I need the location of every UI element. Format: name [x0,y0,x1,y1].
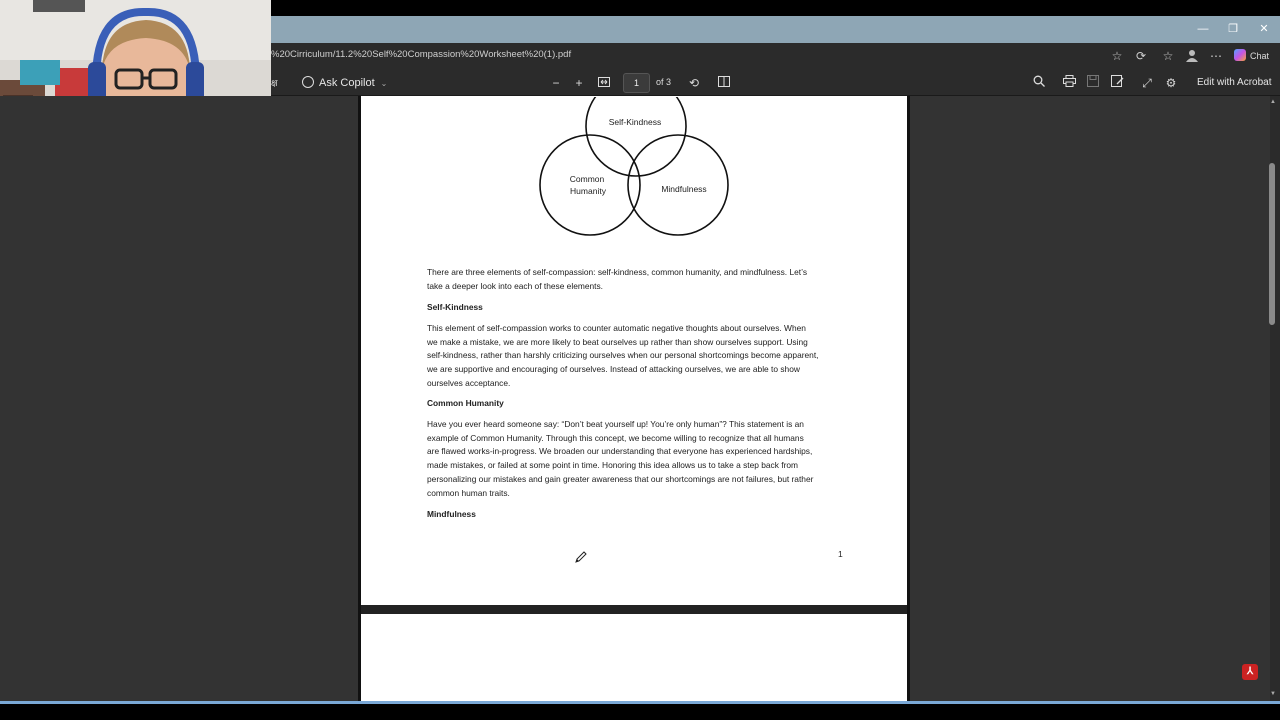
chat-label: Chat [1250,51,1270,61]
page-separator [361,605,907,614]
partial-toolbar-label[interactable]: क्ष [271,78,278,88]
chevron-down-icon: ⌄ [380,79,388,88]
scrollbar-thumb[interactable] [1269,163,1275,325]
favorite-star-icon[interactable]: ☆ [1111,49,1123,63]
text-line: we make a mistake, we are more likely to beat ourselves up rather than show ourselves support. Using [427,336,808,347]
zoom-out-icon[interactable]: − [552,76,560,90]
heading-self-kindness: Self-Kindness [427,302,483,312]
fit-to-page-icon[interactable] [595,74,613,92]
scroll-up-icon[interactable]: ▲ [1270,99,1276,105]
edit-with-acrobat-button[interactable]: Edit with Acrobat [1197,77,1272,88]
text-line: made mistakes, or failed at some point in time. Honoring this idea allows us to take a step back from [427,460,799,471]
close-icon[interactable]: ✕ [1259,23,1269,35]
venn-label-self-kindness: Self-Kindness [608,117,662,127]
copilot-logo-icon [1234,49,1246,61]
rotate-icon[interactable]: ⟲ [688,76,700,90]
restore-icon[interactable]: ❐ [1228,23,1238,35]
text-line: This element of self-compassion works to counter automatic negative thoughts about ourselves. When [427,323,806,333]
pencil-cursor-icon [574,550,588,564]
taskbar-accent-line [0,701,1280,704]
text-line: we are supportive and encouraging of ourselves. Instead of attacking ourselves, we are able to show [427,364,800,375]
fullscreen-icon[interactable]: ⤢ [1142,76,1152,90]
page-total-label: of 3 [656,77,672,87]
settings-gear-icon[interactable]: ⚙ [1165,76,1177,90]
more-options-icon[interactable]: ⋯ [1210,49,1222,63]
venn-label-common: Common [569,174,605,184]
ask-copilot-label: Ask Copilot [319,77,375,89]
text-line: take a deeper look into each of these elements. [427,280,603,291]
print-icon[interactable] [1060,74,1078,92]
pdf-toolbar [271,70,1280,96]
page-edge-right [907,96,910,704]
heading-mindfulness: Mindfulness [427,509,476,519]
intro-paragraph [427,266,807,293]
profile-avatar-icon[interactable] [1184,48,1200,64]
page-number-input[interactable]: 1 [623,73,650,93]
text-line: ourselves acceptance. [427,377,511,388]
text-line: common human traits. [427,487,510,498]
venn-diagram [530,96,740,241]
zoom-in-icon[interactable]: + [575,76,583,90]
copilot-icon [302,76,314,88]
venn-label-humanity: Humanity [570,186,606,196]
favorites-icon[interactable]: ☆ [1162,49,1174,63]
text-line: personalizing our mistakes and gain greater awareness that our shortcomings are not failures, but rather [427,473,814,484]
save-as-icon[interactable] [1108,74,1126,92]
text-line: There are three elements of self-compassion: self-kindness, common humanity, and mindfulness. Let’s [427,267,808,277]
acrobat-logo-icon[interactable]: ⅄ [1242,664,1258,680]
extensions-icon[interactable]: ⟳ [1135,49,1147,63]
text-line: Have you ever heard someone say: “Don’t beat yourself up! You’re only human”? This statement is an [427,419,804,429]
minimize-icon[interactable]: — [1197,23,1209,35]
save-icon[interactable] [1084,74,1102,92]
url-text[interactable]: %20Cirriculum/11.2%20Self%20Compassion%20Worksheet%20(1).pdf [271,49,572,60]
common-humanity-paragraph [427,418,813,500]
page-number: 1 [838,549,843,559]
page-view-icon[interactable] [715,74,733,92]
venn-label-mindfulness: Mindfulness [661,184,707,194]
copilot-chat-button[interactable] [1234,48,1269,64]
self-kindness-paragraph [427,322,819,391]
heading-common-humanity: Common Humanity [427,398,504,408]
text-line: example of Common Humanity. Through this concept, we become willing to recognize that all humans [427,432,804,443]
pdf-page-2[interactable] [361,614,907,704]
scroll-down-icon[interactable]: ▼ [1270,691,1276,697]
browser-title-bar [271,16,1280,43]
venn-circle-left [540,135,640,235]
text-line: are flawed works-in-progress. We broaden our understanding that everyone has experienced hardships, [427,446,813,457]
text-line: self-kindness, rather than harshly criticizing ourselves when our personal shortcomings become apparent, [427,350,819,361]
ask-copilot-button[interactable] [302,74,387,92]
search-icon[interactable] [1030,74,1048,92]
